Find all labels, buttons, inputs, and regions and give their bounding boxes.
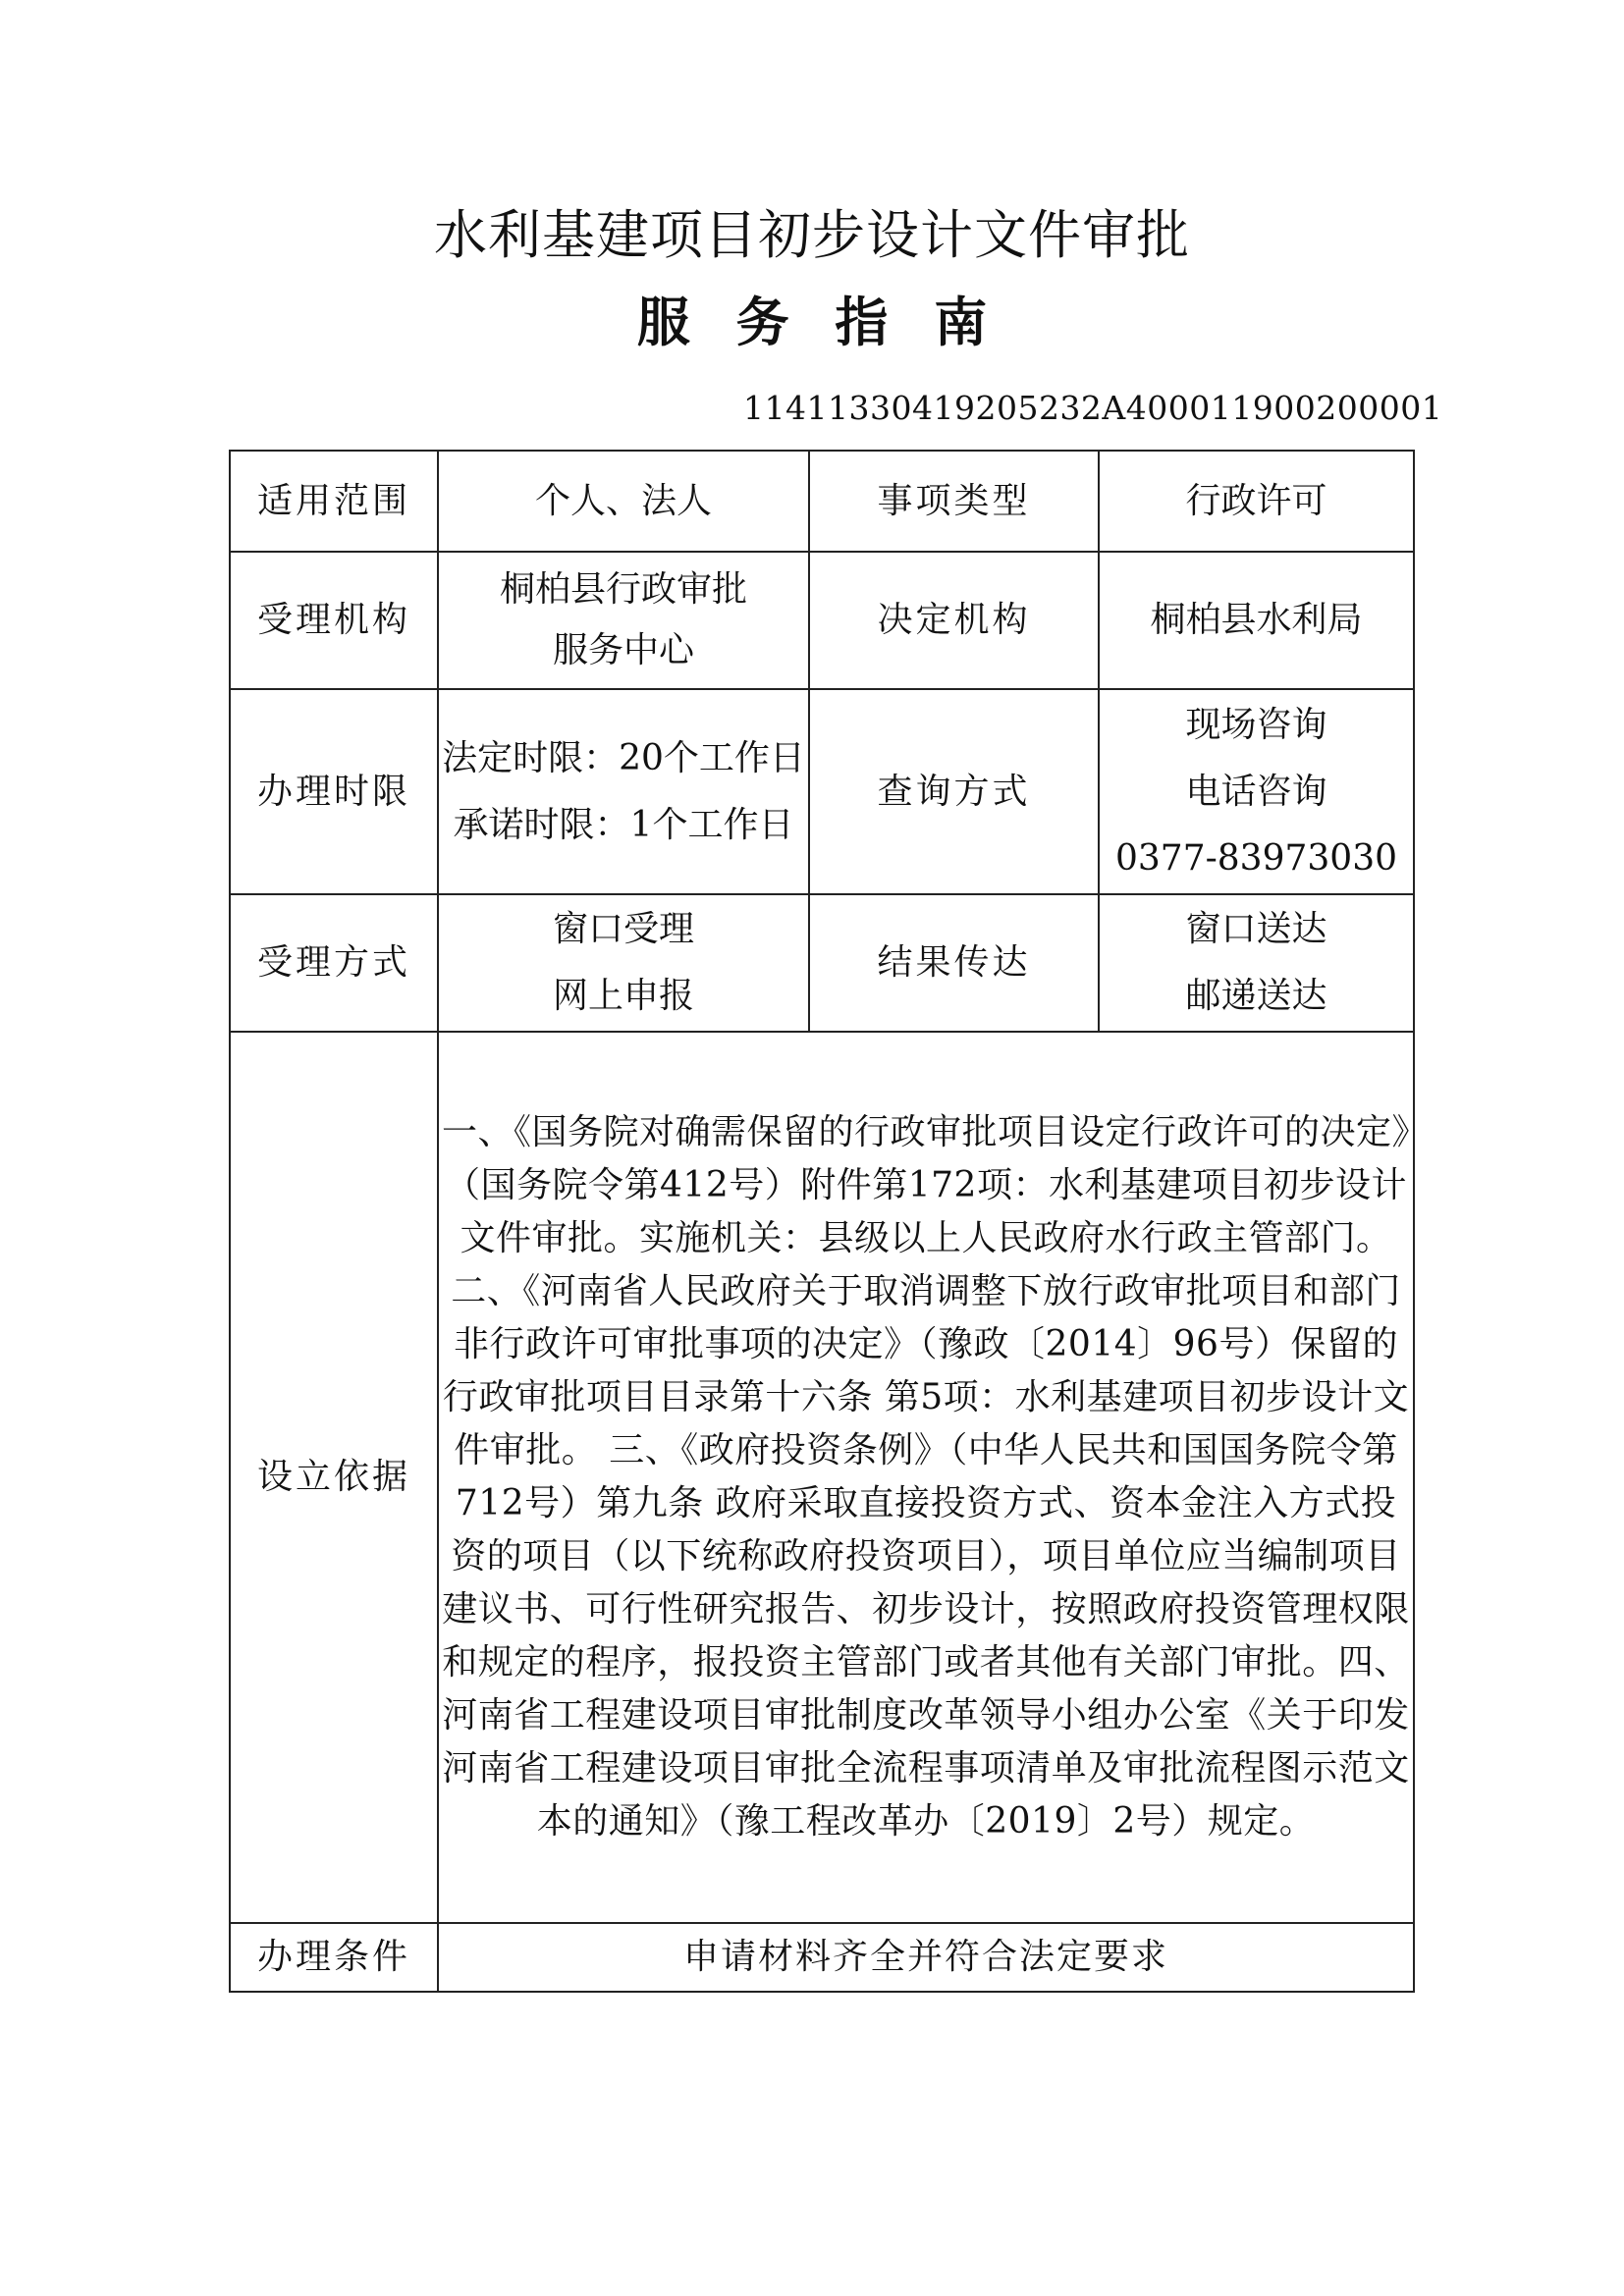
item-code: 11411330419205232A400011900200001: [743, 389, 1443, 427]
subtitle-char: 务: [735, 291, 789, 353]
cell-label-acceptance-method: 受理方式: [230, 894, 438, 1032]
cell-line: 窗口送达: [1185, 909, 1327, 949]
phone-number: 0377-83973030: [1114, 837, 1397, 879]
table-row: [230, 552, 1414, 689]
cell-label-result-delivery: 结果传达: [809, 894, 1099, 1032]
cell-line: 承诺时限：1个工作日: [453, 804, 794, 845]
subtitle-char: 服: [636, 291, 690, 353]
cell-label-legal-basis: 设立依据: [230, 1032, 438, 1923]
cell-label-inquiry-method: 查询方式: [809, 689, 1099, 894]
cell-line: 桐柏县行政审批: [499, 569, 747, 610]
cell-label-item-type: 事项类型: [809, 451, 1099, 552]
cell-value-scope: 个人、法人: [438, 451, 809, 552]
table-row: [230, 1923, 1414, 1992]
cell-value-item-type: 行政许可: [1099, 451, 1414, 552]
document-title: 水利基建项目初步设计文件审批: [434, 204, 1190, 266]
cell-value-acceptance-method: [438, 894, 809, 1032]
cell-label-deciding-agency: 决定机构: [809, 552, 1099, 689]
table-row: [230, 1032, 1414, 1923]
table-row: [230, 689, 1414, 894]
table-row: [230, 451, 1414, 552]
cell-line: 网上申报: [552, 976, 694, 1016]
cell-line: 现场咨询: [1185, 704, 1327, 745]
cell-line: 邮递送达: [1185, 976, 1327, 1016]
cell-value-time-limit: [438, 689, 809, 894]
cell-value-legal-basis: 一、《国务院对确需保留的行政审批项目设定行政许可的决定》（国务院令第412号）附件第172项：水利基建项目初步设计文件审批。实施机关：县级以上人民政府水行政主管部门。 二、《河南省人民政府关于取消调整下放行政审批项目和部门非行政许可审批事项的决定》（豫政〔2014〕96号）保留的行政审批项目目录第十六条 第5项：水利基建项目初步设计文件审批。 三、《政府投资条例》（中华人民共和国国务院令第712号）第九条 政府采取直接投资方式、资本金注入方式投资的项目（以下统称政府投资项目），项目单位应当编制项目建议书、可行性研究报告、初步设计，按照政府投资管理权限和规定的程序，报投资主管部门或者其他有关部门审批。四、河南省工程建设项目审批制度改革领导小组办公室《关于印发河南省工程建设项目审批全流程事项清单及审批流程图示范文本的通知》（豫工程改革办〔2019〕2号）规定。: [438, 1032, 1414, 1923]
cell-label-conditions: 办理条件: [230, 1923, 438, 1992]
cell-value-conditions: 申请材料齐全并符合法定要求: [438, 1923, 1414, 1992]
cell-label-time-limit: 办理时限: [230, 689, 438, 894]
cell-line: 法定时限：20个工作日: [442, 737, 805, 778]
subtitle-char: 南: [934, 291, 988, 353]
cell-value-inquiry-method: [1099, 689, 1414, 894]
cell-line: 电话咨询: [1185, 771, 1327, 812]
cell-line: 服务中心: [552, 630, 694, 670]
cell-line: 窗口受理: [552, 909, 694, 949]
service-guide-table: [229, 450, 1415, 1993]
cell-value-result-delivery: [1099, 894, 1414, 1032]
cell-label-accepting-agency: 受理机构: [230, 552, 438, 689]
cell-value-deciding-agency: 桐柏县水利局: [1099, 552, 1414, 689]
cell-value-accepting-agency: [438, 552, 809, 689]
document-subtitle: [0, 288, 1624, 356]
table-row: [230, 894, 1414, 1032]
subtitle-char: 指: [835, 291, 889, 353]
cell-label-scope: 适用范围: [230, 451, 438, 552]
